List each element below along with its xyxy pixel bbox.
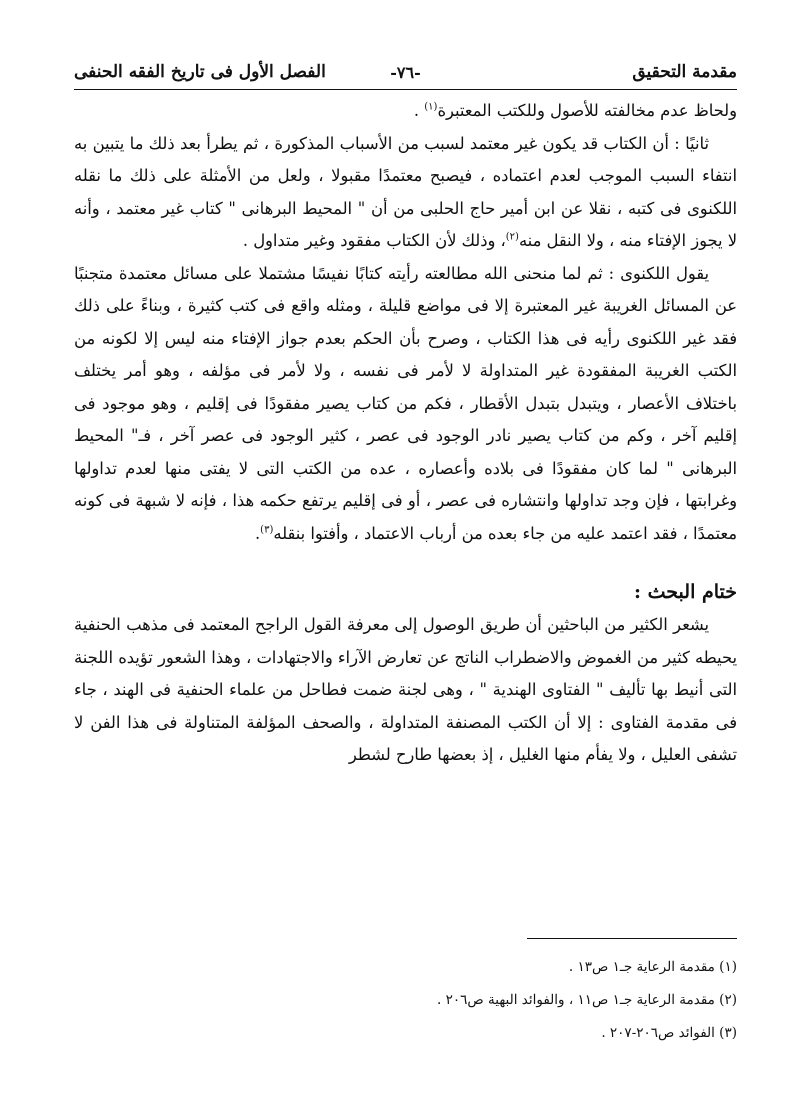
paragraph-end: . — [413, 101, 425, 120]
footnotes — [74, 951, 737, 1050]
paragraph-second-point — [74, 128, 737, 258]
section-heading: ختام البحث : — [634, 581, 737, 603]
footnote-1: (١) مقدمة الرعاية جـ١ ص١٣ . — [568, 959, 737, 975]
paragraph-text: يقول اللكنوى : ثم لما منحنى الله مطالعته رأيته كتابًا نفيسًا مشتملا على مسائل معتمدة متجنبًا عن المسائل الغريبة غير المعتبرة إلا فى مواضع قليلة ، ومثله واقع فى كتب كثيرة ، وبناءً على ذلك فقد غير اللكنوى رأيه فى هذا الكتاب ، وصرح بأن الحكم بعدم جواز الإفتاء منه ليس إلا لكونه من الكتب الغريبة المفقودة غير المتداولة لا لأمر فى نفسه ، ولا لأمر فى مؤلفه ، وهو أمر يختلف باختلاف الأعصار ، ويتبدل بتبدل الأقطار ، فكم من كتاب يصير مفقودًا فى إقليم ، وهو موجود فى إقليم آخر ، وكم من كتاب يصير نادر الوجود فى عصر ، كثير الوجود فى عصر آخر ، فـ" المحيط البرهانى " لما كان مفقودًا فى بلاده وأعصاره ، عده من الكتب التى لا يفتى منها لعدم تداولها وغرابتها ، فإن وجد تداولها وانتشاره فى عصر ، أو فى إقليم يرتفع حكمه هذا ، فإنه لا شبهة فى كونه معتمدًا ، فقد اعتمد عليه من جاء بعده من أرباب الاعتماد ، وأفتوا بنقله — [74, 263, 737, 543]
paragraph-conclusion: يشعر الكثير من الباحثين أن طريق الوصول إلى معرفة القول الراجح المعتمد فى مذهب الحنفية يحيطه كثير من الغموض والاضطراب الناتج عن تعارض الآراء والاجتهادات ، وهذا الشعور تؤيده اللجنة التى أنيط بها تأليف " الفتاوى الهندية " ، وهى لجنة ضمت فطاحل من علماء الحنفية فى الهند ، جاء فى مقدمة الفتاوى : إلا أن الكتب المصنفة المتداولة ، والصحف المؤلفة المتناولة فى هذا الفن لا تشفى العليل ، ولا يفأم منها الغليل ، إذ بعضها طارح لشطر — [74, 615, 737, 764]
main-text — [74, 95, 737, 772]
paragraph-end: . — [254, 523, 261, 543]
paragraph-text: ولحاظ عدم مخالفته للأصول وللكتب المعتبرة — [437, 101, 737, 120]
header-rule — [74, 89, 737, 90]
paragraph-continuation — [74, 95, 737, 128]
footnote-ref-1[interactable]: (١) — [424, 101, 438, 113]
footnote-2: (٢) مقدمة الرعاية جـ١ ص١١ ، والفوائد البهية ص٢٠٦ . — [437, 992, 737, 1008]
header-section-title: مقدمة التحقيق — [632, 62, 737, 82]
footnote-separator — [527, 938, 737, 939]
running-header — [74, 58, 737, 86]
paragraph-text: ، وذلك لأن الكتاب مفقود وغير متداول . — [242, 231, 506, 250]
header-chapter-title: الفصل الأول فى تاريخ الفقه الحنفى — [74, 62, 326, 82]
footnote-3: (٣) الفوائد ص٢٠٦-٢٠٧ . — [601, 1025, 737, 1041]
paragraph-laknawi-quote — [74, 258, 737, 551]
page-number: -٧٦- — [390, 62, 421, 82]
footnote-ref-2[interactable]: (٢) — [505, 231, 519, 243]
paragraph-text: ثانيًا : أن الكتاب قد يكون غير معتمد لسبب من الأسباب المذكورة ، ثم يطرأ بعد ذلك ما يتبين به انتفاء السبب الموجب لعدم اعتماده ، فيصبح معتمدًا مقبولا ، ولعل من الأمثلة على ذلك ما نقله اللكنوى فى كتبه ، نقلا عن ابن أمير حاج الحلبى من أن " المحيط البرهانى " كتاب غير معتمد ، وأنه لا يجوز الإفتاء منه ، ولا النقل منه — [74, 133, 737, 250]
footnote-ref-3[interactable]: (٣) — [260, 524, 274, 536]
